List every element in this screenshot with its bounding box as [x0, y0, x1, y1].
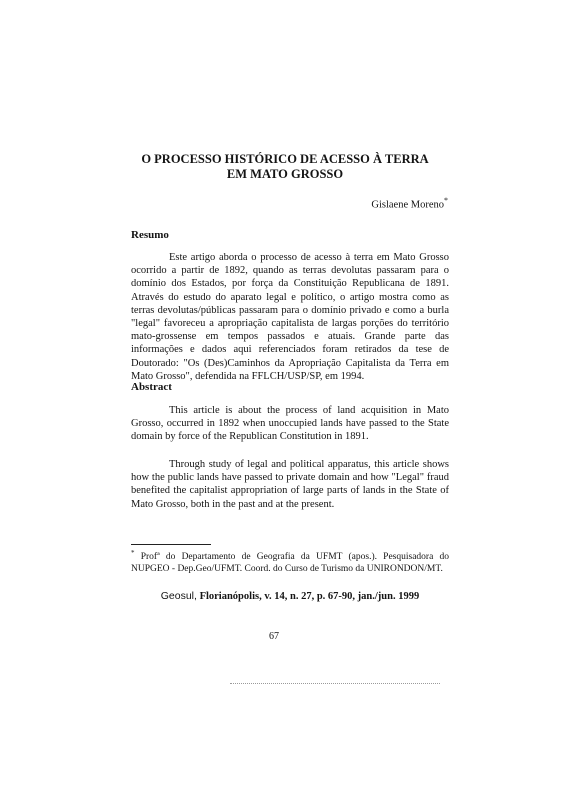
resumo-paragraph: Este artigo aborda o processo de acesso à terra em Mato Grosso ocorrido a partir de 1892, quando as terras devolutas passaram para o domínio dos Estados, por força da Constituição Republicana de 1891. Através do estudo do aparato legal e político, o artigo mostra como as terras devolutas/públicas passaram para o domínio privado e como a burla "legal" favoreceu a apropriação capitalista de largas porções do território mato-grossense em tempos passados e atuais. Grande parte das informações e dados aqui referenciados foram retirados da tese de Doutorado: "Os (Des)Caminhos da Apropriação Capitalista da Terra em Mato Grosso", defendida na FFLCH/USP/SP, em 1994.	[131, 252, 449, 382]
journal-name: Geosul,	[160, 590, 197, 602]
scan-artifact-line	[230, 683, 440, 684]
title-line-1: O PROCESSO HISTÓRICO DE ACESSO À TERRA	[141, 152, 429, 166]
abstract-paragraph-1: This article is about the process of land acquisition in Mato Grosso, occurred in 1892 when unoccupied lands have passed to the State domain by force of the Republican Constitution in 1891.	[131, 405, 449, 443]
footnote-text: Profª do Departamento de Geografia da UFMT (apos.). Pesquisadora do NUPGEO - Dep.Geo/UFMT. Coord. do Curso de Turismo da UNIRONDON/MT.	[131, 552, 450, 575]
footnote-divider	[131, 544, 211, 545]
resumo-heading: Resumo	[131, 229, 169, 241]
author-name	[300, 194, 448, 212]
article-title	[120, 152, 450, 182]
footnote	[131, 547, 449, 575]
page-number: 67	[269, 631, 279, 642]
footnote-mark: *	[131, 549, 135, 557]
abstract-paragraph-2: Through study of legal and political apparatus, this article shows how the public lands have passed to private domain and how "Legal" fraud benefited the capitalist appropriation of large parts of lands in the State of Mato Grosso, both in the past and at the present.	[131, 459, 449, 510]
author-text: Gislaene Moreno	[371, 199, 444, 211]
title-line-2: EM MATO GROSSO	[226, 167, 344, 181]
journal-citation	[131, 590, 449, 603]
abstract-heading: Abstract	[131, 381, 172, 393]
journal-reference: Florianópolis, v. 14, n. 27, p. 67-90, jan./jun. 1999	[199, 591, 420, 602]
author-footnote-mark: *	[444, 196, 448, 205]
